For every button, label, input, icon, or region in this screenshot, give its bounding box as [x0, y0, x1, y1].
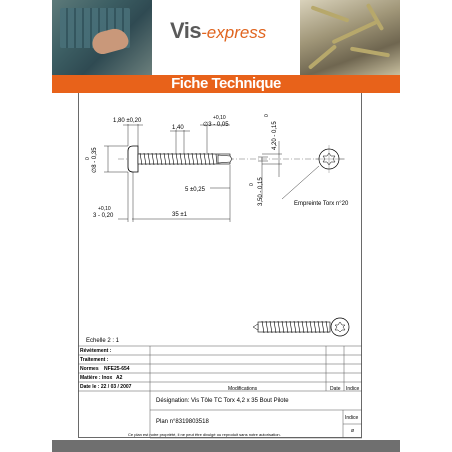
dim-point-length: 5 ±0,25 — [185, 187, 205, 193]
norms-label: Normes — [80, 366, 99, 372]
index-value: ø — [351, 428, 355, 434]
index-column-header: Indice — [346, 386, 360, 392]
dim-core-tolerance: +0,10 — [213, 115, 226, 121]
dim-thread-diameter: 4,20 - 0,15 — [272, 121, 278, 150]
dim-head-thickness-tol: +0,10 — [98, 206, 111, 212]
dim-core-diameter: ∅3 - 0,05 — [203, 122, 229, 128]
title-block-grid — [78, 346, 362, 438]
torx-callout: Empreinte Torx n°20 — [294, 201, 349, 207]
dim-head-diameter: ∅8 - 0,35 — [92, 147, 98, 173]
dim-total-length: 35 ±1 — [172, 212, 187, 218]
dim-pilot-diameter: 3,50 - 0,15 — [258, 177, 264, 206]
dim-head-diameter-tol: 0 — [85, 157, 91, 160]
brand-suffix: -express — [201, 23, 267, 42]
norms-value: NFE25-654 — [104, 366, 130, 372]
footer-bar — [52, 440, 400, 452]
modifications-header: Modifications — [228, 386, 258, 392]
date-label: Date le : 22 / 03 / 2007 — [80, 384, 132, 390]
designation-text: Désignation: Vis Tôle TC Torx 4,2 x 35 Bout Pilote — [156, 398, 289, 404]
index-label: Indice — [345, 415, 359, 421]
plan-number: Plan n°8319803518 — [156, 419, 209, 425]
page-title: Fiche Technique — [171, 75, 281, 92]
dim-pilot-diameter-tol: 0 — [249, 183, 255, 186]
screw-head — [128, 146, 138, 172]
coating-label: Révètement : — [80, 348, 112, 354]
date-column-header: Date — [330, 386, 341, 392]
dim-head-height: 1,80 ±0,20 — [113, 118, 142, 124]
dim-pitch: 1,40 — [172, 125, 184, 131]
scaled-view — [253, 318, 349, 336]
scale-label: Echelle 2 : 1 — [86, 338, 120, 344]
dim-head-thickness: 3 - 0,20 — [93, 213, 114, 219]
material-value: A2 — [116, 375, 123, 381]
confidentiality-note: Ce plan est notre propriété, il ne peut être divulgé ou reproduit sans notre autorisation. — [128, 432, 281, 437]
material-label: Matière : Inox — [80, 375, 113, 381]
dim-thread-diameter-tol: 0 — [264, 114, 270, 117]
brand-name: Vis — [170, 18, 202, 43]
treatment-label: Traitement : — [80, 357, 109, 363]
